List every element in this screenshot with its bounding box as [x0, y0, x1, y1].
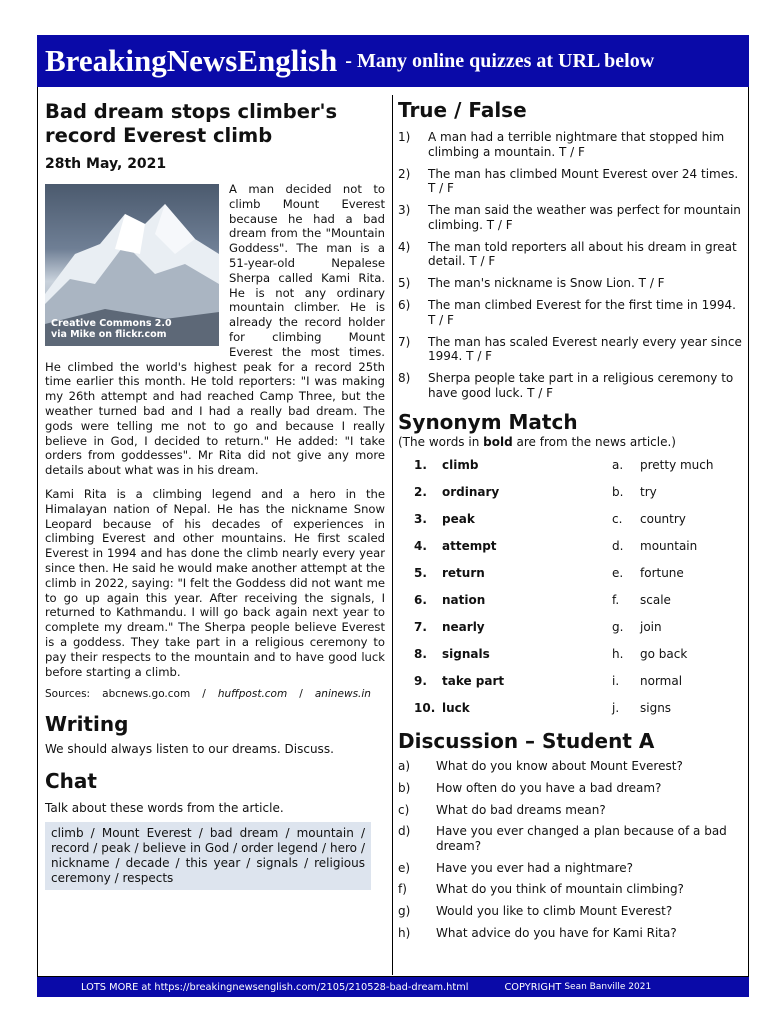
photo-credit-line-2: via Mike on flickr.com — [51, 329, 167, 340]
footer-copyright-label: COPYRIGHT — [504, 981, 562, 993]
synonym-note-pre: (The words in — [398, 435, 484, 449]
true-false-heading: True / False — [398, 98, 527, 122]
discussion-question: What do you think of mountain climbing? — [436, 882, 684, 897]
synonym-match: country — [640, 511, 686, 526]
photo-credit — [51, 318, 172, 340]
synonym-letter: j. — [612, 700, 620, 715]
article-paragraph-1: A man decided not to climb Mount Everest because he had a bad dream from the "Mountain Goddess". The man is a 51-year-old Nepalese Sherpa called Kami Rita. He is not any ordinary mountain climber. He is already the record holder for climbing Mount Everest the most times. He climbed the world's highest peak for a record 25th time earlier this month. He told reporters: "I was making my 26th attempt and had reached Camp Three, but the weather turned bad and I had a really bad dream. The gods were telling me not to go and because I really believe in God, I decided to return." He added: "I take orders from goddesses". Mr Rita did not give any more details about what was in his dream. — [45, 182, 385, 478]
synonym-match: scale — [640, 592, 671, 607]
tf-item — [398, 130, 743, 159]
chat-word-box: climb / Mount Everest / bad dream / mountain / record / peak / believe in God / order legend / hero / nickname / decade / this year / signals / religious ceremony / respects — [45, 822, 371, 890]
site-brand: BreakingNewsEnglish — [45, 43, 338, 78]
sources-line — [45, 688, 371, 700]
synonym-letter: b. — [612, 484, 624, 499]
source-separator: / — [299, 688, 303, 701]
everest-photo — [45, 184, 219, 346]
column-divider — [392, 95, 393, 975]
synonym-number: 8. — [414, 646, 427, 661]
discussion-item — [398, 803, 743, 818]
synonym-row — [398, 640, 714, 667]
synonym-match: signs — [640, 700, 672, 715]
tf-number: 3) — [398, 203, 411, 217]
discussion-item — [398, 824, 743, 853]
discussion-letter: h) — [398, 926, 411, 941]
footer-copyright-name: Sean Banville 2021 — [564, 982, 652, 992]
discussion-question: Have you ever had a nightmare? — [436, 860, 634, 875]
tf-number: 4) — [398, 239, 411, 254]
source-abcnews: abcnews.go.com — [102, 688, 191, 701]
synonym-word: return — [442, 565, 485, 580]
synonym-match: join — [640, 619, 662, 634]
discussion-question: What do bad dreams mean? — [436, 802, 606, 817]
header-banner — [37, 35, 749, 87]
discussion-item — [398, 861, 743, 876]
synonym-heading: Synonym Match — [398, 410, 578, 434]
discussion-item — [398, 926, 743, 941]
synonym-row — [398, 478, 714, 505]
synonym-word: climb — [442, 457, 479, 472]
discussion-letter: b) — [398, 780, 411, 795]
discussion-letter: c) — [398, 802, 410, 817]
synonym-letter: h. — [612, 646, 624, 661]
synonym-word: ordinary — [442, 484, 500, 499]
synonym-number: 5. — [414, 565, 427, 580]
synonym-letter: g. — [612, 619, 624, 634]
tf-number: 1) — [398, 130, 411, 144]
synonym-match: mountain — [640, 538, 698, 553]
synonym-row — [398, 559, 714, 586]
tf-number: 6) — [398, 298, 411, 312]
true-false-list — [398, 130, 743, 400]
tf-statement: The man told reporters all about his dream in great detail. T / F — [428, 239, 737, 268]
tf-item — [398, 203, 743, 232]
discussion-letter: a) — [398, 759, 411, 773]
tf-statement: The man has scaled Everest nearly every year since 1994. T / F — [428, 334, 742, 363]
tf-item — [398, 276, 743, 291]
synonym-number: 2. — [414, 484, 427, 499]
synonym-number: 1. — [414, 457, 427, 472]
synonym-note-bold: bold — [483, 435, 513, 449]
synonym-word: attempt — [442, 538, 497, 553]
right-column — [398, 98, 743, 948]
synonym-number: 4. — [414, 538, 427, 553]
synonym-letter: e. — [612, 565, 624, 580]
discussion-heading: Discussion – Student A — [398, 729, 655, 753]
tf-statement: A man had a terrible nightmare that stopped him climbing a mountain. T / F — [428, 130, 725, 159]
chat-heading: Chat — [45, 769, 97, 794]
synonym-word: luck — [442, 700, 470, 715]
synonym-row — [398, 586, 714, 613]
synonym-note — [398, 435, 743, 450]
synonym-row — [398, 451, 714, 478]
synonym-letter: c. — [612, 511, 623, 526]
synonym-note-post: are from the news article.) — [512, 435, 676, 449]
photo-credit-line-1: Creative Commons 2.0 — [51, 318, 172, 329]
writing-heading: Writing — [45, 712, 129, 737]
discussion-question: Have you ever changed a plan because of a bad dream? — [436, 824, 727, 853]
synonym-word: take part — [442, 673, 505, 688]
synonym-number: 7. — [414, 619, 427, 634]
discussion-item — [398, 759, 743, 774]
discussion-item — [398, 781, 743, 796]
synonym-number: 3. — [414, 511, 427, 526]
tf-statement: The man's nickname is Snow Lion. T / F — [428, 276, 665, 290]
synonym-row — [398, 532, 714, 559]
synonym-row — [398, 505, 714, 532]
article-body — [45, 182, 385, 679]
discussion-letter: g) — [398, 904, 411, 919]
discussion-question: What do you know about Mount Everest? — [436, 759, 683, 773]
synonym-word: signals — [442, 646, 490, 661]
discussion-letter: d) — [398, 824, 411, 839]
tf-statement: The man has climbed Mount Everest over 24 times. T / F — [428, 166, 739, 195]
synonym-letter: f. — [612, 592, 620, 607]
synonym-table — [398, 451, 714, 721]
footer-link[interactable]: LOTS MORE at https://breakingnewsenglish.com/2105/210528-bad-dream.html — [81, 981, 469, 993]
tf-statement: The man climbed Everest for the first time in 1994. T / F — [428, 298, 736, 327]
synonym-row — [398, 613, 714, 640]
source-separator: / — [202, 688, 206, 701]
synonym-number: 6. — [414, 592, 427, 607]
synonym-match: pretty much — [640, 457, 714, 472]
synonym-row — [398, 694, 714, 721]
synonym-word: nearly — [442, 619, 485, 634]
article-paragraph-2: Kami Rita is a climbing legend and a hero in the Himalayan nation of Nepal. He has the nickname Snow Leopard because of his decades of experiences in climbing Everest and other mountains. He first scaled Everest in 1994 and has done the climb nearly every year since then. He said he would make another attempt at the climb in 2022, saying: "I felt the Goddess did not want me to go up again this year. After receiving the signals, I returned to Kathmandu. I will go back again next year to complete my dream." The Sherpa people believe Everest is a goddess. They take part in a religious ceremony to pay their respects to the mountain and to have good luck before starting a climb. — [45, 486, 385, 679]
synonym-match: fortune — [640, 565, 684, 580]
tf-number: 7) — [398, 334, 411, 349]
header-tagline: - Many online quizzes at URL below — [345, 49, 655, 72]
tf-item — [398, 335, 743, 364]
synonym-match: try — [640, 484, 657, 499]
chat-intro: Talk about these words from the article. — [45, 801, 284, 816]
synonym-match: normal — [640, 673, 683, 688]
discussion-question: What advice do you have for Kami Rita? — [436, 926, 677, 941]
synonym-number: 9. — [414, 673, 427, 688]
synonym-word: peak — [442, 511, 475, 526]
sources-label: Sources: — [45, 688, 91, 701]
synonym-number: 10. — [414, 700, 436, 715]
tf-number: 2) — [398, 166, 411, 181]
discussion-letter: e) — [398, 860, 411, 875]
tf-statement: The man said the weather was perfect for mountain climbing. T / F — [428, 203, 741, 232]
discussion-question: How often do you have a bad dream? — [436, 780, 662, 795]
tf-item — [398, 167, 743, 196]
writing-prompt: We should always listen to our dreams. Discuss. — [45, 742, 334, 757]
tf-statement: Sherpa people take part in a religious ceremony to have good luck. T / F — [428, 371, 734, 400]
discussion-letter: f) — [398, 882, 407, 897]
synonym-letter: a. — [612, 457, 624, 472]
synonym-letter: d. — [612, 538, 624, 553]
source-huffpost: huffpost.com — [217, 688, 288, 701]
article-date: 28th May, 2021 — [45, 156, 167, 172]
tf-item — [398, 298, 743, 327]
source-aninews: aninews.in — [314, 688, 371, 701]
synonym-word: nation — [442, 592, 486, 607]
article-title: Bad dream stops climber's record Everest climb — [45, 100, 338, 147]
discussion-list — [398, 759, 743, 941]
tf-item — [398, 371, 743, 400]
discussion-item — [398, 882, 743, 897]
discussion-item — [398, 904, 743, 919]
tf-number: 8) — [398, 371, 411, 385]
synonym-row — [398, 667, 714, 694]
synonym-match: go back — [640, 646, 688, 661]
footer-bar — [37, 977, 749, 997]
synonym-letter: i. — [612, 673, 620, 688]
discussion-question: Would you like to climb Mount Everest? — [436, 904, 673, 919]
left-column — [45, 98, 385, 890]
tf-item — [398, 240, 743, 269]
tf-number: 5) — [398, 276, 411, 290]
